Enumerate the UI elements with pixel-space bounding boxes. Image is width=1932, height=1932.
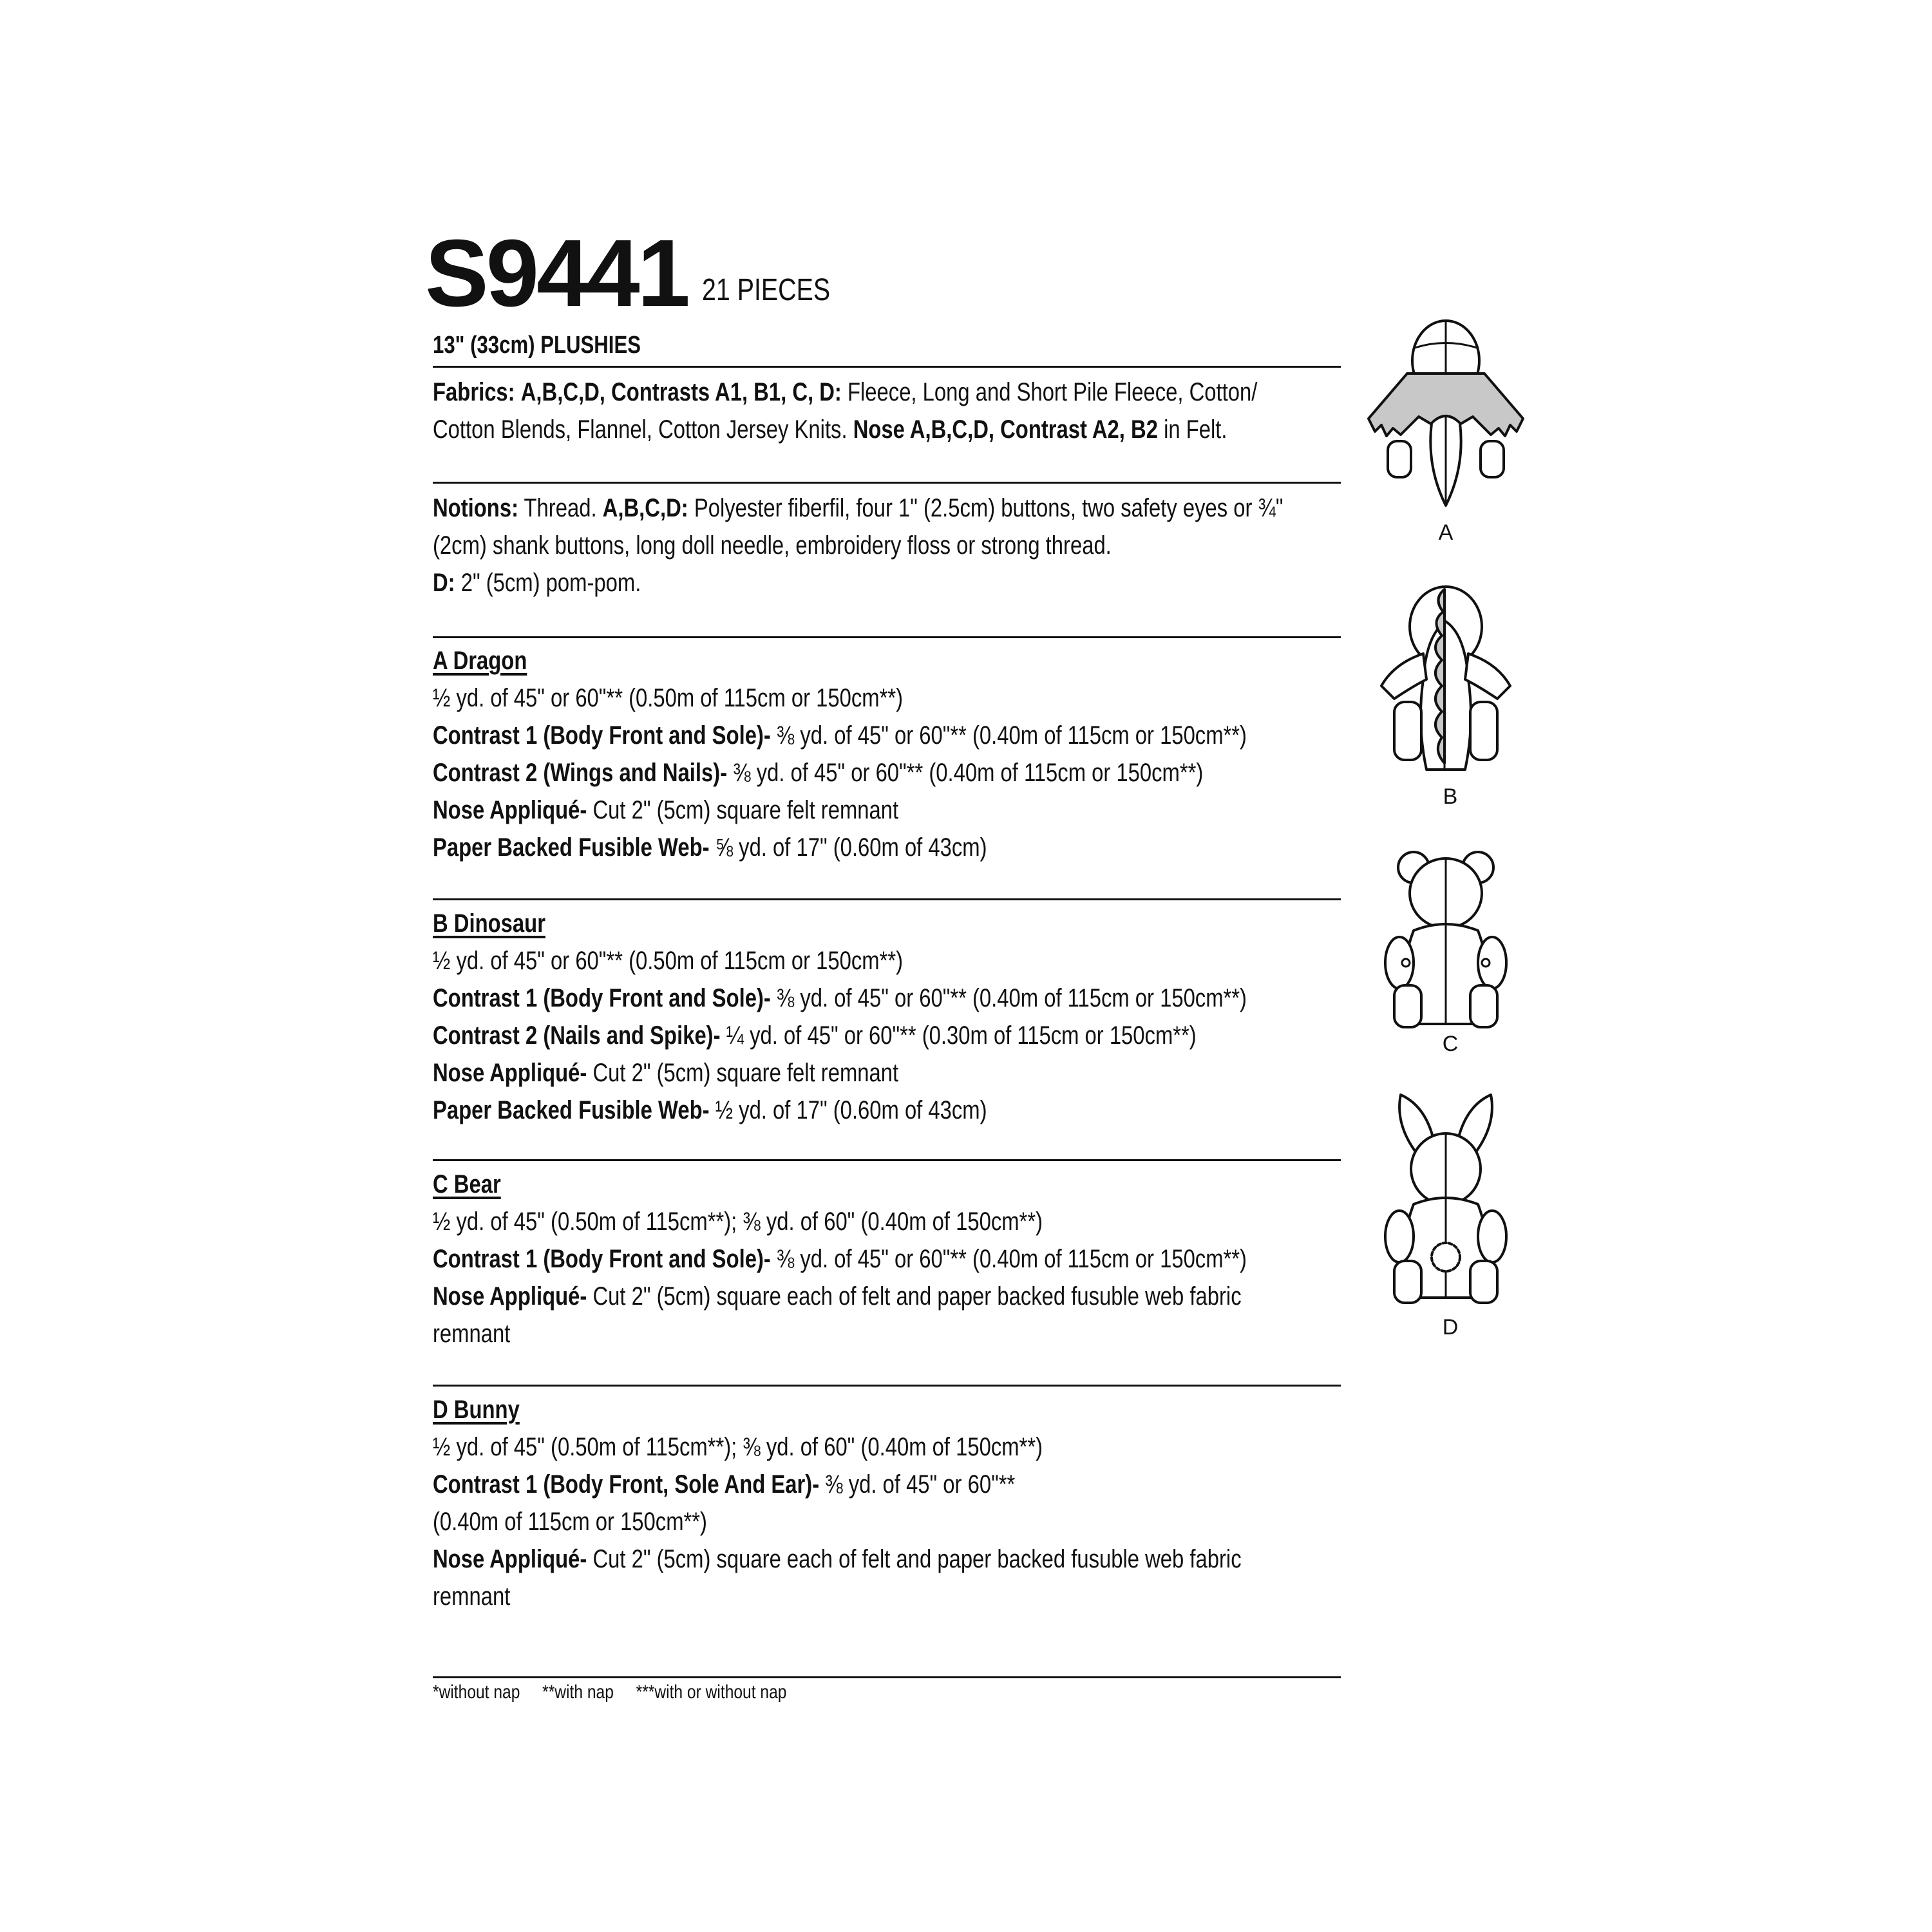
- notions-text-2: (2cm) shank buttons, long doll needle, embroidery floss or strong thread.: [433, 531, 1112, 560]
- line-label: Paper Backed Fusible Web-: [433, 833, 710, 862]
- notions-d-label: D:: [433, 569, 455, 597]
- divider: [433, 898, 1341, 900]
- line-text: ⅜ yd. of 45" or 60"**: [825, 1470, 1016, 1499]
- section-title: A Dragon: [433, 647, 527, 675]
- divider: [433, 482, 1341, 484]
- notions-views: A,B,C,D:: [602, 494, 688, 522]
- line-label: Contrast 1 (Body Front and Sole)-: [433, 984, 771, 1012]
- footnote: **with nap: [542, 1681, 614, 1703]
- line-text: ⅜ yd. of 45" or 60"** (0.40m of 115cm or 150cm**): [776, 984, 1247, 1012]
- footnotes: [433, 1680, 804, 1705]
- fabrics-nose-text: in Felt.: [1164, 415, 1227, 444]
- line-text: ½ yd. of 17" (0.60m of 43cm): [715, 1096, 987, 1124]
- fabrics-text-1: Fleece, Long and Short Pile Fleece, Cotton/: [847, 378, 1258, 406]
- line-text: ½ yd. of 45" (0.50m of 115cm**); ⅜ yd. of 60" (0.40m of 150cm**): [433, 1208, 1043, 1236]
- line-label: Nose Appliqué-: [433, 796, 587, 824]
- fabrics-text-2: Cotton Blends, Flannel, Cotton Jersey Knits.: [433, 415, 848, 444]
- view-label-d: D: [1442, 1315, 1459, 1340]
- line-text: ⅜ yd. of 45" or 60"** (0.40m of 115cm or 150cm**): [776, 1245, 1247, 1273]
- line-text: ½ yd. of 45" or 60"** (0.50m of 115cm or 150cm**): [433, 684, 904, 712]
- line-text: ⅝ yd. of 17" (0.60m of 43cm): [715, 833, 987, 862]
- line-label: Contrast 2 (Wings and Nails)-: [433, 759, 728, 787]
- fabrics-label: Fabrics:: [433, 378, 515, 406]
- line-text: remnant: [433, 1582, 511, 1611]
- divider: [433, 1385, 1341, 1387]
- line-label: Contrast 1 (Body Front, Sole And Ear)-: [433, 1470, 820, 1499]
- line-label: Contrast 2 (Nails and Spike)-: [433, 1021, 721, 1050]
- line-text: Cut 2" (5cm) square felt remnant: [592, 796, 899, 824]
- footnote: *without nap: [433, 1681, 520, 1703]
- notions-text-1: Polyester fiberfil, four 1" (2.5cm) buttons, two safety eyes or ¾": [694, 494, 1283, 522]
- line-label: Nose Appliqué-: [433, 1059, 587, 1087]
- footnote: ***with or without nap: [636, 1681, 787, 1703]
- dragon-back-view-icon: [1362, 312, 1530, 525]
- line-text: Cut 2" (5cm) square each of felt and paper backed fusuble web fabric: [592, 1545, 1242, 1573]
- divider: [433, 636, 1341, 638]
- section-dragon: [433, 642, 1341, 866]
- notions-thread: Thread.: [524, 494, 597, 522]
- notions-label: Notions:: [433, 494, 518, 522]
- section-title: B Dinosaur: [433, 909, 545, 938]
- line-text: remnant: [433, 1320, 511, 1348]
- view-label-c: C: [1442, 1032, 1459, 1056]
- line-text: ⅜ yd. of 45" or 60"** (0.40m of 115cm or 150cm**): [776, 721, 1247, 750]
- line-label: Contrast 1 (Body Front and Sole)-: [433, 1245, 771, 1273]
- bear-back-view-icon: [1368, 840, 1523, 1034]
- line-text: ½ yd. of 45" or 60"** (0.50m of 115cm or 150cm**): [433, 947, 904, 975]
- section-bunny: [433, 1391, 1341, 1615]
- section-title: D Bunny: [433, 1396, 520, 1424]
- piece-count: 21 PIECES: [702, 273, 831, 307]
- bunny-back-view-icon: [1368, 1088, 1523, 1307]
- section-bear: [433, 1166, 1341, 1352]
- fabrics-block: [433, 374, 1341, 448]
- line-text: ½ yd. of 45" (0.50m of 115cm**); ⅜ yd. of 60" (0.40m of 150cm**): [433, 1433, 1043, 1461]
- pattern-header: [425, 220, 1340, 327]
- line-text: (0.40m of 115cm or 150cm**): [433, 1508, 707, 1536]
- line-label: Contrast 1 (Body Front and Sole)-: [433, 721, 771, 750]
- divider: [433, 366, 1341, 368]
- dinosaur-back-view-icon: [1368, 576, 1523, 782]
- pattern-subtitle: 13" (33cm) PLUSHIES: [433, 332, 641, 359]
- line-label: Nose Appliqué-: [433, 1545, 587, 1573]
- pattern-code: S9441: [425, 220, 688, 327]
- line-text: Cut 2" (5cm) square each of felt and paper backed fusuble web fabric: [592, 1282, 1242, 1311]
- line-label: Nose Appliqué-: [433, 1282, 587, 1311]
- line-text: ⅜ yd. of 45" or 60"** (0.40m of 115cm or 150cm**): [733, 759, 1204, 787]
- divider: [433, 1676, 1341, 1678]
- section-title: C Bear: [433, 1170, 501, 1198]
- view-label-b: B: [1443, 784, 1458, 809]
- divider: [433, 1159, 1341, 1161]
- line-text: ¼ yd. of 45" or 60"** (0.30m of 115cm or 150cm**): [726, 1021, 1197, 1050]
- fabrics-views: A,B,C,D, Contrasts A1, B1, C, D:: [520, 378, 842, 406]
- line-label: Paper Backed Fusible Web-: [433, 1096, 710, 1124]
- line-text: Cut 2" (5cm) square felt remnant: [592, 1059, 899, 1087]
- section-dinosaur: [433, 905, 1341, 1129]
- view-label-a: A: [1438, 520, 1454, 545]
- notions-d-text: 2" (5cm) pom-pom.: [460, 569, 641, 597]
- notions-block: [433, 489, 1341, 601]
- fabrics-nose-label: Nose A,B,C,D, Contrast A2, B2: [853, 415, 1158, 444]
